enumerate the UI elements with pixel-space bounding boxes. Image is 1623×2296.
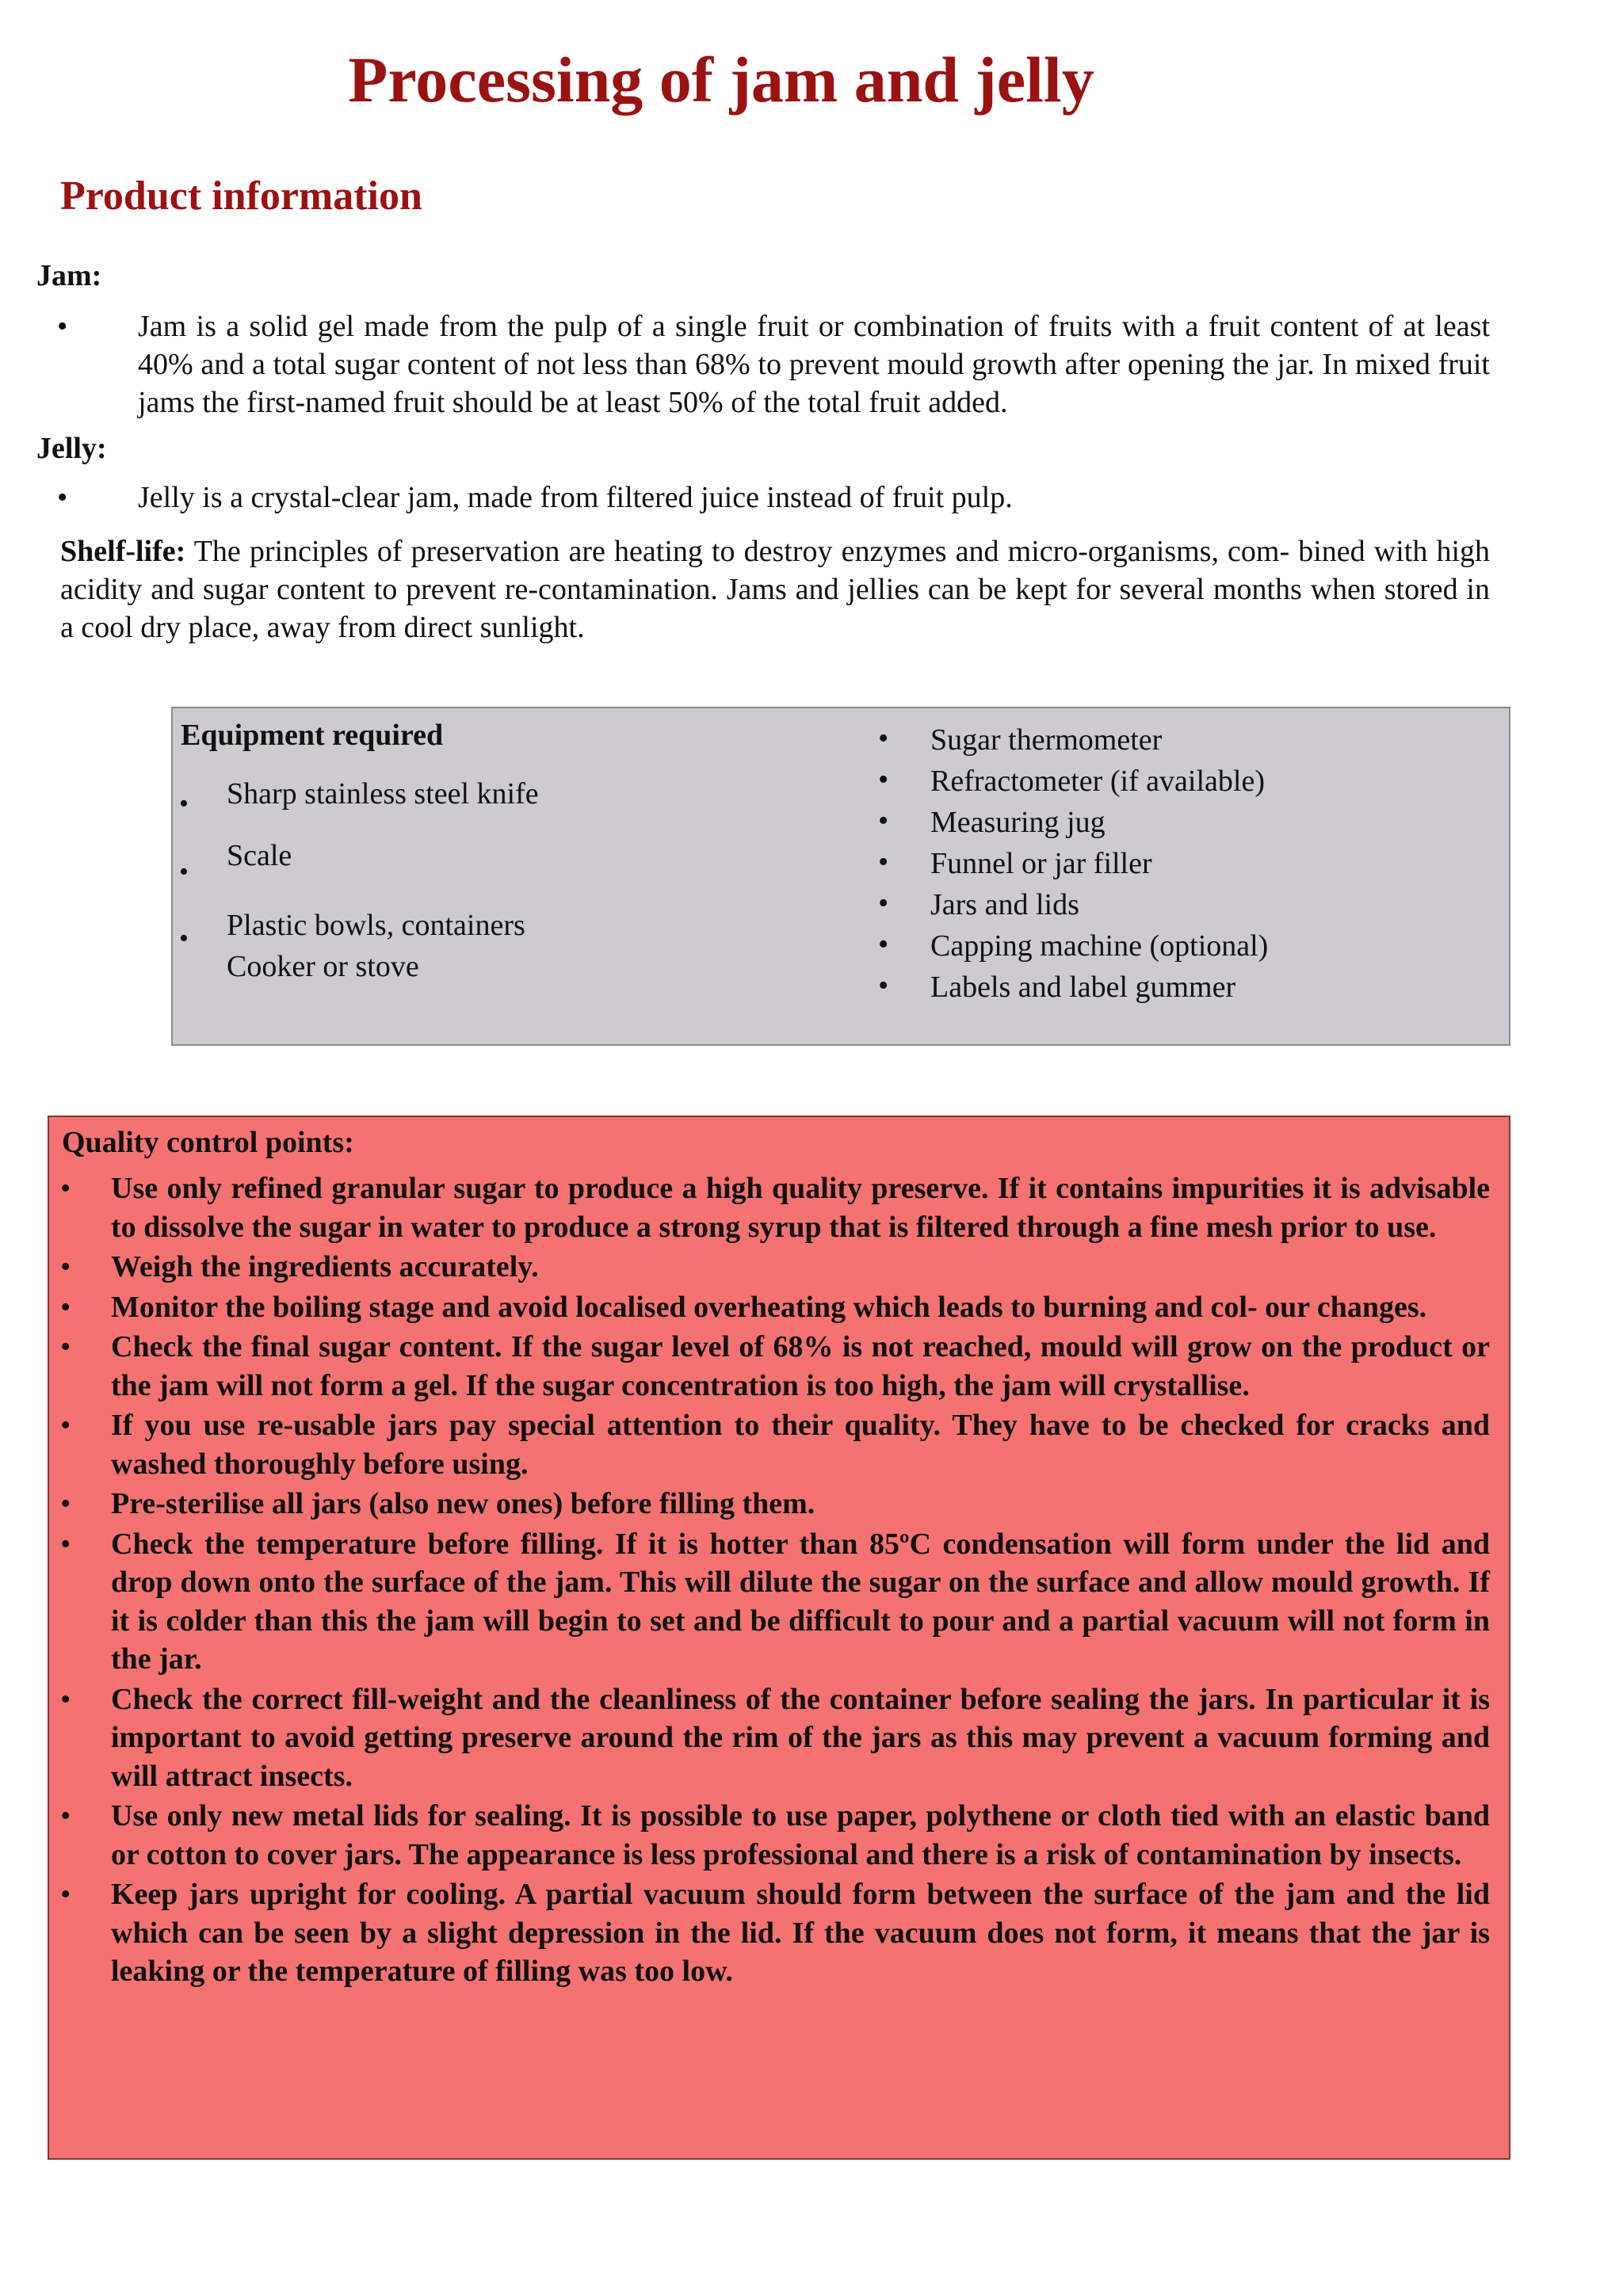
bullet-icon: • <box>60 1799 71 1833</box>
list-item: • Use only new metal lids for sealing. It is possible to use paper, polythene or cloth tied with an elastic band or cotton to cover jars. The appearance is less professional and there is a risk of contamination by insects. <box>60 1797 1490 1874</box>
jam-term: Jam: <box>36 259 102 292</box>
jelly-definition <box>57 479 1490 517</box>
bullet-icon: • <box>878 763 889 796</box>
bullet-icon: • <box>60 1682 71 1716</box>
bullet-icon: • <box>60 1878 71 1911</box>
jam-definition-text: Jam is a solid gel made from the pulp of a single fruit or combination of fruits with a fruit content of at least 40% and a total sugar content of not less than 68% to prevent mould growth after opening the jar. In mixed fruit jams the first-named fruit should be at least 50% of the total fruit added. <box>138 310 1490 419</box>
bullet-icon: • <box>60 1250 71 1283</box>
bullet-icon: • <box>878 887 889 920</box>
bullet-icon: • <box>60 1527 71 1561</box>
bullet-icon: • <box>179 789 189 818</box>
bullet-icon: • <box>878 804 889 837</box>
quality-control-list <box>60 1169 1490 1993</box>
equipment-title: Equipment required <box>181 719 444 752</box>
list-item: • Monitor the boiling stage and avoid localised overheating which leads to burning and col- our changes. <box>60 1288 1490 1327</box>
equipment-item: Sharp stainless steel knife <box>227 777 539 810</box>
equipment-item: Scale <box>227 839 292 872</box>
list-item: • Check the final sugar content. If the sugar level of 68% is not reached, mould will grow on the product or the jam will not form a gel. If the sugar concentration is too high, the jam will crystallise. <box>60 1328 1490 1405</box>
bullet-icon: • <box>57 481 68 514</box>
list-item: • Check the correct fill-weight and the cleanliness of the container before sealing the jars. In particular it is important to avoid getting preserve around the rim of the jars as this may prevent a vacuum forming and will attract insects. <box>60 1680 1490 1796</box>
page-title: Processing of jam and jelly <box>348 44 1094 116</box>
equipment-item: Plastic bowls, containers <box>227 909 525 942</box>
quality-control-title: Quality control points: <box>62 1126 354 1159</box>
list-item: • Use only refined granular sugar to produce a high quality preserve. If it contains impurities it is advisable to dissolve the sugar in water to produce a strong syrup that is filtered through a fine mesh prior to use. <box>60 1169 1490 1246</box>
bullet-icon: • <box>60 1330 71 1363</box>
list-item: • Keep jars upright for cooling. A partial vacuum should form between the surface of the jam and the lid which can be seen by a slight depression in the lid. If the vacuum does not form, it means that the jar is leaking or the temperature of filling was too low. <box>60 1875 1490 1991</box>
jam-definition <box>57 307 1490 421</box>
bullet-icon: • <box>878 928 889 961</box>
list-item: • Weigh the ingredients accurately. <box>60 1248 1490 1287</box>
bullet-icon: • <box>60 1487 71 1520</box>
bullet-icon: • <box>878 722 889 755</box>
jelly-definition-text: Jelly is a crystal-clear jam, made from filtered juice instead of fruit pulp. <box>138 481 1013 514</box>
quality-control-box <box>48 1116 1510 2160</box>
bullet-icon: • <box>878 969 889 1002</box>
bullet-icon: • <box>878 845 889 879</box>
bullet-icon: • <box>179 924 189 953</box>
bullet-icon: • <box>179 857 189 887</box>
bullet-icon: • <box>60 1290 71 1324</box>
bullet-icon: • <box>57 310 68 343</box>
list-item: • Check the temperature before filling. If it is hotter than 85ºC condensation will form under the lid and drop down onto the surface of the jam. This will dilute the sugar on the surface and allow mould growth. If it is colder than this the jam will begin to set and be difficult to pour and a partial vacuum will not form in the jar. <box>60 1525 1490 1679</box>
jelly-term: Jelly: <box>36 432 107 465</box>
shelf-life-term: Shelf-life: <box>60 535 186 568</box>
equipment-box: Equipment required • Sharp stainless steel knife • Scale • Plastic bowls, containers Cooker or stove • Sugar thermometer • Refractometer (if available) • Measuring jug • Funnel or jar filler • Jars and lids • Capping machine (optional) • Labels and label gummer <box>171 707 1510 1046</box>
product-information-heading: Product information <box>60 174 422 219</box>
bullet-icon: • <box>60 1172 71 1205</box>
shelf-life-paragraph <box>60 532 1490 646</box>
list-item: • If you use re-usable jars pay special attention to their quality. They have to be checked for cracks and washed thoroughly before using. <box>60 1406 1490 1483</box>
shelf-life-text: The principles of preservation are heating to destroy enzymes and micro-organisms, com- bined with high acidity and sugar content to prevent re-contamination. Jams and jellies can be kept for several months when stored in a cool dry place, away from direct sunlight. <box>60 535 1490 644</box>
bullet-icon: • <box>60 1409 71 1442</box>
list-item: • Pre-sterilise all jars (also new ones) before filling them. <box>60 1485 1490 1524</box>
equipment-item: Cooker or stove <box>227 950 419 983</box>
